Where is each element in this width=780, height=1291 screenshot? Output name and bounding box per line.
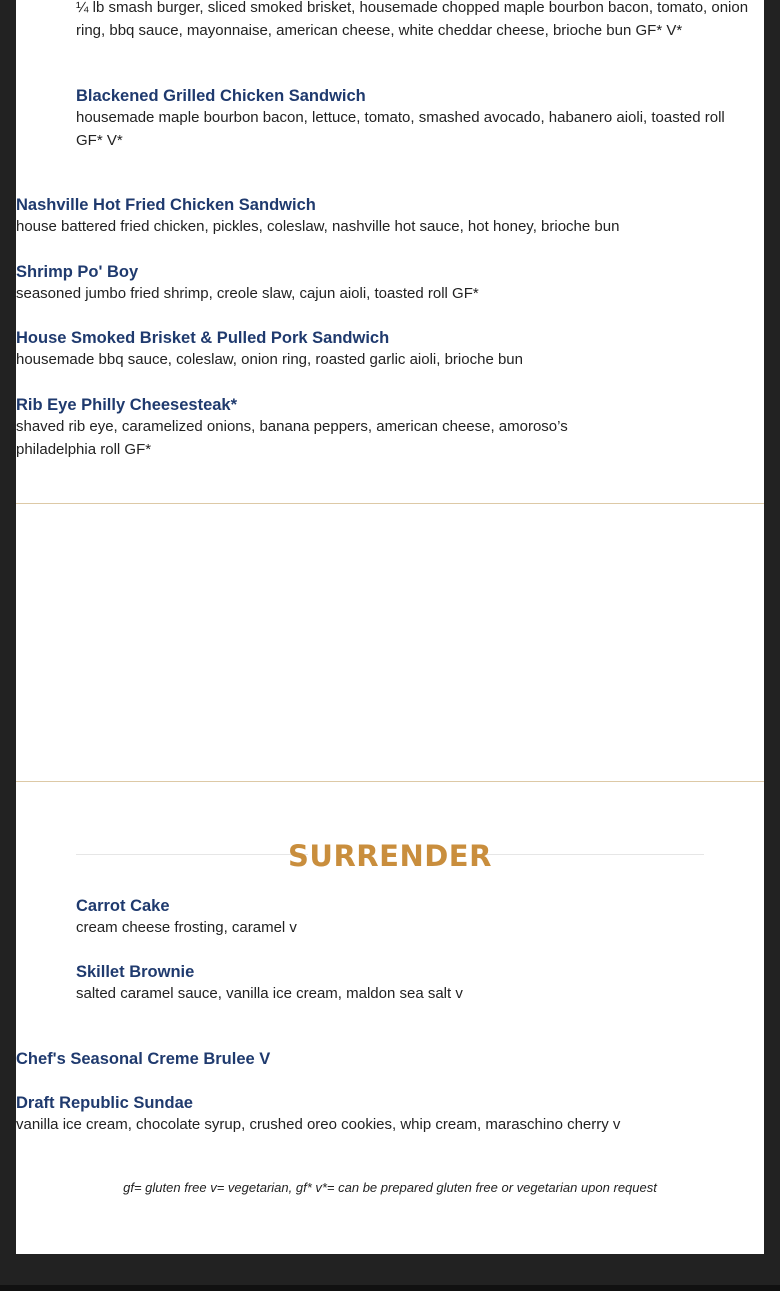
menu-item-title: Nashville Hot Fried Chicken Sandwich <box>16 196 316 214</box>
dietary-footnote: gf= gluten free v= vegetarian, gf* v*= can be prepared gluten free or vegetarian upon request <box>123 1180 657 1195</box>
menu-item-title: Chef's Seasonal Creme Brulee V <box>16 1050 271 1068</box>
menu-item-philly-cheesesteak <box>16 394 636 461</box>
menu-item-title: Skillet Brownie <box>76 963 195 981</box>
menu-item-nashville-chicken <box>16 194 736 239</box>
menu-item-smash-burger <box>76 0 764 42</box>
menu-item-blackened-chicken <box>76 85 736 152</box>
dessert-section-heading <box>76 838 704 874</box>
menu-item-title: Rib Eye Philly Cheesesteak* <box>16 396 238 414</box>
menu-item-description: housemade maple bourbon bacon, lettuce, tomato, smashed avocado, habanero aioli, toasted roll GF* V* <box>76 109 725 149</box>
menu-item-title: Shrimp Po' Boy <box>16 263 139 281</box>
menu-item-title: Carrot Cake <box>76 897 170 915</box>
menu-item-description: salted caramel sauce, vanilla ice cream, maldon sea salt v <box>76 985 463 1002</box>
section-divider <box>16 781 764 782</box>
menu-item-description: housemade bbq sauce, coleslaw, onion ring, roasted garlic aioli, brioche bun <box>16 351 523 368</box>
menu-item-brisket-pulled-pork <box>16 327 736 372</box>
menu-item-title: Draft Republic Sundae <box>16 1094 193 1112</box>
menu-item-carrot-cake <box>76 895 736 940</box>
menu-item-description: seasoned jumbo fried shrimp, creole slaw, cajun aioli, toasted roll GF* <box>16 285 479 302</box>
menu-item-description: vanilla ice cream, chocolate syrup, crushed oreo cookies, whip cream, maraschino cherry v <box>16 1116 621 1133</box>
menu-page <box>16 0 764 1254</box>
menu-item-title: House Smoked Brisket & Pulled Pork Sandwich <box>16 329 390 347</box>
section-divider <box>16 503 764 504</box>
bottom-bar <box>0 1285 780 1291</box>
menu-item-description: shaved rib eye, caramelized onions, banana peppers, american cheese, amoroso’s philadelphia roll GF* <box>16 418 568 458</box>
menu-item-description: cream cheese frosting, caramel v <box>76 919 297 936</box>
menu-item-shrimp-po-boy <box>16 261 736 306</box>
menu-item-title: Blackened Grilled Chicken Sandwich <box>76 87 366 105</box>
menu-item-description: ¼ lb smash burger, sliced smoked brisket, housemade chopped maple bourbon bacon, tomato, onion ring, bbq sauce, mayonnaise, american cheese, white cheddar cheese, brioche bun GF* V* <box>76 0 749 39</box>
menu-item-sundae <box>16 1092 746 1137</box>
menu-item-creme-brulee <box>16 1048 736 1070</box>
section-title: SURRENDER <box>288 839 492 873</box>
menu-item-skillet-brownie <box>76 961 736 1006</box>
menu-item-description: house battered fried chicken, pickles, coleslaw, nashville hot sauce, hot honey, brioche bun <box>16 218 620 235</box>
